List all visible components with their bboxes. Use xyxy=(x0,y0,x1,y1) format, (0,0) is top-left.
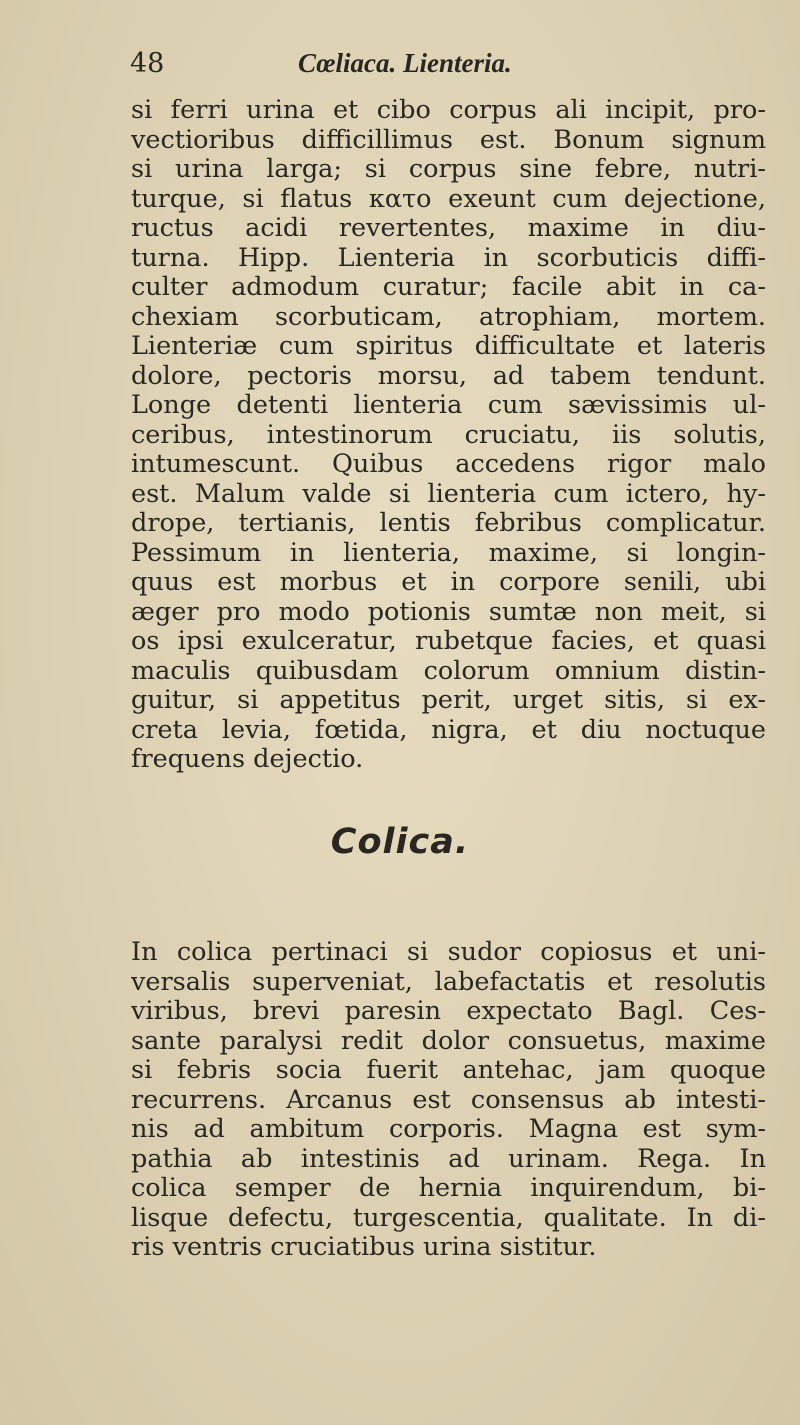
section-heading-colica: Colica. xyxy=(330,822,470,862)
text-line: guitur, si appetitus perit, urget sitis, si ex- xyxy=(131,686,766,715)
text-line: ris ventris cruciatibus urina sistitur. xyxy=(131,1233,597,1262)
text-line: sante paralysi redit dolor consuetus, maxime xyxy=(131,1026,766,1056)
text-line: Lienteriæ cum spiritus difficultate et lateris xyxy=(131,332,766,361)
section-lienteria-text xyxy=(131,96,766,775)
text-line: turna. Hipp. Lienteria in scorbuticis diffi- xyxy=(131,243,766,273)
running-title: Cœliaca. Lienteria. xyxy=(298,48,512,78)
text-line: lisque defectu, turgescentia, qualitate. In di- xyxy=(131,1203,766,1233)
page-number: 48 xyxy=(130,48,165,79)
text-line: ceribus, intestinorum cruciatu, iis solutis, xyxy=(131,420,766,450)
text-line: drope, tertianis, lentis febribus complicatur. xyxy=(131,509,766,538)
text-line: os ipsi exulceratur, rubetque facies, et quasi xyxy=(131,627,766,656)
text-line: dolore, pectoris morsu, ad tabem tendunt. xyxy=(131,361,766,391)
text-line: turque, si flatus κατο exeunt cum dejectione, xyxy=(131,184,766,214)
text-line: est. Malum valde si lienteria cum ictero, hy- xyxy=(131,479,766,509)
text-line: Pessimum in lienteria, maxime, si longin- xyxy=(131,538,766,568)
text-line: colica semper de hernia inquirendum, bi- xyxy=(131,1174,766,1203)
text-line: maculis quibusdam colorum omnium distin- xyxy=(131,656,766,686)
text-line: viribus, brevi paresin expectato Bagl. Ces- xyxy=(131,997,766,1026)
text-line: culter admodum curatur; facile abit in ca- xyxy=(131,273,766,302)
text-line: si ferri urina et cibo corpus ali incipit, pro- xyxy=(131,96,766,125)
text-line: nis ad ambitum corporis. Magna est sym- xyxy=(131,1115,766,1144)
text-line: In colica pertinaci si sudor copiosus et uni- xyxy=(131,938,766,967)
text-line: si febris socia fuerit antehac, jam quoque xyxy=(131,1056,766,1085)
text-line: pathia ab intestinis ad urinam. Rega. In xyxy=(131,1144,766,1174)
text-line: Longe detenti lienteria cum sævissimis ul- xyxy=(131,391,766,420)
text-line: chexiam scorbuticam, atrophiam, mortem. xyxy=(131,302,766,332)
text-line: vectioribus difficillimus est. Bonum signum xyxy=(131,125,766,155)
text-line: versalis superveniat, labefactatis et resolutis xyxy=(131,967,766,997)
text-line: creta levia, fœtida, nigra, et diu noctuque xyxy=(131,715,766,745)
section-colica-text xyxy=(131,938,766,1263)
page-header xyxy=(0,48,800,88)
text-line: si urina larga; si corpus sine febre, nutri- xyxy=(131,155,766,184)
text-line: æger pro modo potionis sumtæ non meit, si xyxy=(131,597,766,627)
text-line: recurrens. Arcanus est consensus ab intesti- xyxy=(131,1085,766,1115)
text-line: intumescunt. Quibus accedens rigor malo xyxy=(131,450,766,479)
text-line: ructus acidi revertentes, maxime in diu- xyxy=(131,214,766,243)
text-line: quus est morbus et in corpore senili, ubi xyxy=(131,568,766,597)
text-line: frequens dejectio. xyxy=(131,745,364,774)
